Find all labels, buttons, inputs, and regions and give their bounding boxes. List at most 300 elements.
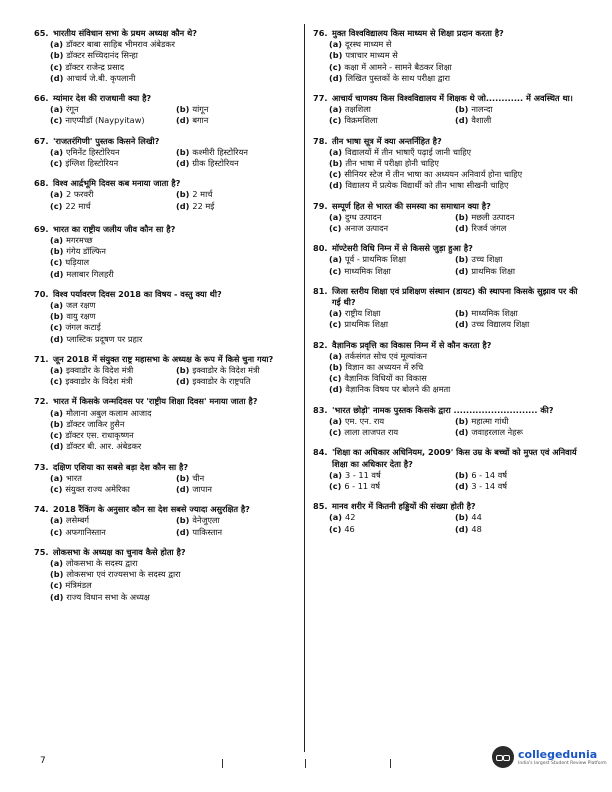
question-header [313,447,581,469]
option-text: चीन [192,472,205,483]
option-item [50,39,302,50]
option-label: (a) [329,350,343,361]
question-header [34,289,302,300]
option-text: नालन्दा [471,104,493,115]
option-label: (d) [50,72,64,83]
option-label: (b) [455,512,469,523]
option-text: नाएप्यीडॉ (Naypyitaw) [65,115,145,126]
option-text: 3 - 11 वर्ष [345,469,381,480]
question-block [313,201,581,235]
option-text: लाला लाजपत राय [344,427,399,438]
option-label: (b) [455,211,469,222]
question-text: 'शिक्षा का अधिकार अधिनियम, 2009' किस उम्र के बच्चों को मुफ्त एवं अनिवार्य शिक्षा का अधिकार देता है? [332,447,577,469]
option-label: (b) [176,189,190,200]
question-text: मुक्त विश्वविद्यालय किस माध्यम से शिक्षा प्रदान करता है? [332,28,504,38]
option-text: मौलाना अबुल कलाम आजाद [66,407,152,418]
option-item [455,308,581,319]
option-text: लोकसभा के सदस्य द्वारा [66,557,138,568]
option-label: (b) [50,50,64,61]
options-list [313,212,581,234]
option-label: (c) [329,169,342,180]
options-list [313,416,581,438]
page-footer [0,748,612,776]
option-item [50,257,302,268]
option-item [329,104,455,115]
option-text: रंगून [66,104,79,115]
option-label: (c) [50,257,63,268]
question-header [34,28,302,39]
option-text: मगरमच्छ [66,235,93,246]
option-label: (a) [50,146,64,157]
option-item [50,269,302,280]
option-label: (a) [50,515,64,526]
option-text: वेनेजुएला [192,515,220,526]
question-number: 85. [313,501,328,512]
option-label: (d) [455,427,469,438]
options-list [313,104,581,126]
option-item [329,524,455,535]
option-text: बगान [192,115,209,126]
option-label: (a) [329,254,343,265]
options-list [313,308,581,330]
question-number: 80. [313,243,328,254]
option-text: पत्राचार माध्यम से [345,50,398,61]
option-label: (d) [329,384,343,395]
option-text: आचार्य जे.बी. कृपलानी [66,72,136,83]
question-block [34,93,302,127]
graduate-glasses-icon [492,746,514,768]
option-text: संयुक्त राज्य अमेरिका [65,483,130,494]
option-item [50,300,302,311]
option-label: (a) [329,415,343,426]
option-item [455,319,581,330]
option-label: (c) [50,200,63,211]
option-text: रिजर्व जंगल [471,223,507,234]
option-text: 22 मार्च [65,200,91,211]
question-text: भारत में किसके जन्मदिवस पर 'राष्ट्रीय शिक्षा दिवस' मनाया जाता है? [53,396,258,407]
option-label: (a) [50,104,64,115]
option-label: (b) [455,104,469,115]
question-header [313,28,581,39]
option-label: (a) [329,469,343,480]
option-text: अनाज उत्पादन [344,223,389,234]
option-text: 2 मार्च [192,189,213,200]
option-text: महात्मा गांधी [471,415,509,426]
option-text: इक्वाडोर के विदेश मंत्री [65,376,133,387]
option-item [455,266,581,277]
option-item [329,223,455,234]
left-column [34,28,302,612]
option-item [50,441,302,452]
question-text: विश्व आर्द्रभूमि दिवस कब मनाया जाता है? [53,178,181,189]
option-text: 3 - 14 वर्ष [471,480,508,491]
option-label: (d) [50,333,64,344]
option-item [50,147,176,158]
option-item [455,427,581,438]
option-label: (b) [176,146,190,157]
option-label: (d) [176,376,190,387]
option-text: कक्षा में आमने - सामने बैठकर शिक्षा [344,61,452,72]
question-number: 65. [34,28,49,38]
question-text: म्यांमार देश की राजधानी क्या है? [53,93,152,104]
option-item [176,201,302,212]
question-block [313,501,581,535]
option-item [50,376,176,387]
options-list [34,147,302,169]
option-label: (b) [50,418,64,429]
option-label: (c) [50,483,63,494]
option-label: (c) [329,223,342,234]
option-item [50,73,302,84]
option-label: (d) [50,591,64,602]
option-label: (b) [176,515,190,526]
option-label: (d) [176,483,190,494]
question-header [313,201,581,212]
option-item [50,62,302,73]
option-item [329,384,581,395]
option-text: घड़ियाल [65,257,90,268]
question-text: विश्व पर्यावरण दिवस 2018 का विषय - वस्तु क्या थी? [53,288,222,299]
option-item [329,254,455,265]
option-label: (b) [329,362,343,373]
option-item [50,419,302,430]
option-text: अफगानिस्तान [65,526,106,537]
option-item [329,115,455,126]
options-list [313,39,581,84]
question-header [34,224,302,235]
option-item [455,254,581,265]
option-label: (c) [329,373,342,384]
option-item [329,50,581,61]
option-item [50,484,176,495]
option-label: (c) [329,480,342,491]
logo-tagline: India's largest Student Review Platform [518,761,607,766]
option-text: लोकसभा एवं राज्यसभा के सदस्य द्वारा [66,569,181,580]
option-item [50,50,302,61]
option-item [50,558,302,569]
option-label: (d) [50,441,64,452]
option-item [329,351,581,362]
option-label: (a) [50,407,64,418]
option-text: इक्वाडोर के राष्ट्रपति [192,376,251,387]
question-number: 74. [34,504,49,515]
question-number: 75. [34,546,49,557]
option-label: (d) [455,319,469,330]
option-label: (c) [329,265,342,276]
option-text: डॉक्टर जाकिर हुसैन [66,418,125,429]
option-item [176,473,302,484]
option-text: इक्वाडोर के विदेश मंत्री [66,365,134,376]
option-text: विद्यालय में प्रत्येक विद्यार्थी को तीन भाषा सीखनी चाहिए [345,180,509,191]
question-header [313,405,581,416]
options-list [313,470,581,492]
question-block [34,504,302,538]
question-block [313,243,581,277]
option-item [455,416,581,427]
option-item [329,180,581,191]
option-item [176,158,302,169]
question-text: 2018 रैंकिंग के अनुसार कौन सा देश सबसे ज्यादा असुरक्षित है? [53,504,250,515]
question-number: 71. [34,353,49,364]
option-item [329,362,581,373]
option-label: (a) [50,39,64,50]
question-number: 67. [34,135,49,146]
question-number: 83. [313,404,328,415]
footer-tick [222,759,223,768]
option-label: (b) [176,104,190,115]
question-header [34,396,302,407]
option-text: मलाबार गिलहरी [66,268,114,279]
option-text: तर्कसंगत सोच एवं मूल्यांकन [345,350,427,361]
option-text: एमिनेंट हिस्टोरियन [66,146,120,157]
question-number: 70. [34,288,49,299]
option-item [50,569,302,580]
question-text: जून 2018 में संयुक्त राष्ट्र महासभा के अध्यक्ष के रूप में किसे चुना गया? [53,353,274,364]
option-label: (a) [50,235,64,246]
option-item [455,481,581,492]
option-label: (d) [50,268,64,279]
question-block [34,178,302,212]
question-header [34,462,302,473]
option-text: तीन भाषा में परीक्षा होनी चाहिए [345,158,439,169]
option-text: मंत्रिमंडल [65,580,92,591]
option-label: (c) [50,430,63,441]
option-text: कश्मीरी हिस्टोरियन [192,146,248,157]
option-text: उच्च शिक्षा [471,254,503,265]
option-item [50,430,302,441]
option-item [50,592,302,603]
options-list [34,408,302,453]
question-block [313,405,581,439]
option-text: दुग्ध उत्पादन [345,211,382,222]
option-item [50,104,176,115]
option-label: (b) [455,254,469,265]
option-item [176,365,302,376]
option-label: (c) [329,115,342,126]
option-label: (c) [50,376,63,387]
option-label: (b) [455,308,469,319]
option-text: मछली उत्पादन [471,211,515,222]
option-label: (d) [176,200,190,211]
option-label: (c) [329,319,342,330]
option-label: (b) [329,50,343,61]
option-item [50,365,176,376]
question-number: 73. [34,461,49,472]
option-text: पूर्व - प्राथमिक शिक्षा [345,254,406,265]
question-number: 69. [34,223,49,234]
option-label: (a) [329,39,343,50]
option-text: डॉक्टर एस. राधाकृष्णन [65,430,134,441]
option-text: जवाहरलाल नेहरू [471,427,523,438]
question-text: 'भारत छोड़ो' नामक पुस्तक किसके द्वारा ........................... की? [332,404,554,415]
question-number: 78. [313,135,328,146]
option-item [455,212,581,223]
option-label: (d) [455,115,469,126]
option-label: (a) [50,472,64,483]
option-label: (b) [329,158,343,169]
question-number: 82. [313,339,328,350]
question-block [34,289,302,345]
option-item [50,408,302,419]
question-header [34,93,302,104]
option-text: 44 [471,512,482,523]
option-text: 6 - 11 वर्ष [344,480,381,491]
option-label: (d) [329,72,343,83]
option-text: विज्ञान का अध्ययन में रुचि [345,362,424,373]
option-label: (c) [50,115,63,126]
options-list [34,515,302,537]
question-number: 77. [313,93,328,104]
option-item [50,158,176,169]
option-text: वैशाली [471,115,492,126]
option-label: (b) [176,472,190,483]
option-item [50,334,302,345]
option-item [329,319,455,330]
option-text: पाकिस्तान [192,526,223,537]
option-text: माध्यमिक शिक्षा [344,265,391,276]
option-text: 42 [345,512,356,523]
question-header [34,504,302,515]
option-label: (a) [329,104,343,115]
question-header [34,136,302,147]
question-text: सम्पूर्ण हित से भारत की समस्या का समाधान क्या है? [332,200,491,211]
option-item [50,527,176,538]
options-list [34,365,302,387]
option-label: (d) [455,265,469,276]
option-text: 2 फरवरी [66,189,94,200]
option-text: जापान [192,483,212,494]
option-label: (c) [50,322,63,333]
option-label: (c) [50,580,63,591]
question-block [313,136,581,192]
option-item [329,73,581,84]
option-text: डॉक्टर सच्चिदानंद सिन्हा [66,50,138,61]
question-block [313,447,581,492]
question-block [313,286,581,331]
question-header [313,243,581,254]
option-text: उच्च विद्यालय शिक्षा [471,319,530,330]
option-text: 6 - 14 वर्ष [471,469,508,480]
collegedunia-logo [492,746,607,768]
options-list [313,254,581,276]
option-label: (a) [50,300,64,311]
option-item [50,189,176,200]
option-item [176,147,302,158]
option-text: 46 [344,523,355,534]
options-list [34,39,302,84]
question-block [34,547,302,603]
question-block [313,28,581,84]
question-block [313,340,581,396]
question-text: 'राजतरंगिणी' पुस्तक किसने लिखी? [53,135,160,146]
question-block [34,28,302,84]
question-number: 72. [34,396,49,407]
option-label: (d) [455,480,469,491]
options-list [34,189,302,211]
option-text: भारत [66,472,82,483]
option-text: तक्षशिला [345,104,371,115]
option-text: इक्वाडोर के विदेश मंत्री [192,365,260,376]
option-item [176,527,302,538]
option-text: दूरस्थ माध्यम से [345,39,392,50]
option-item [329,308,455,319]
option-item [50,246,302,257]
option-text: एम. एन. राय [345,415,385,426]
options-list [34,300,302,345]
options-list [34,104,302,126]
question-header [34,547,302,558]
option-item [50,311,302,322]
question-header [313,340,581,351]
option-label: (d) [455,523,469,534]
option-item [455,223,581,234]
option-text: राज्य विधान सभा के अध्यक्ष [66,591,150,602]
option-item [455,104,581,115]
option-text: यांगून [192,104,209,115]
option-text: 48 [471,523,482,534]
option-text: विक्रमशिला [344,115,378,126]
question-block [313,93,581,127]
option-item [329,470,455,481]
option-item [455,524,581,535]
question-number: 68. [34,178,49,189]
option-label: (c) [329,523,342,534]
option-label: (d) [455,223,469,234]
question-text: वैज्ञानिक प्रवृत्ति का विकास निम्न में से कौन करता है? [332,339,492,350]
option-label: (a) [50,557,64,568]
option-item [329,512,455,523]
footer-tick [390,759,391,768]
option-label: (b) [50,311,64,322]
option-text: जल रक्षण [66,300,96,311]
option-label: (b) [176,365,190,376]
question-header [313,136,581,147]
option-text: डॉक्टर राजेन्द्र प्रसाद [65,61,125,72]
option-item [329,39,581,50]
question-block [34,224,302,280]
option-label: (d) [176,526,190,537]
option-label: (c) [329,61,342,72]
question-block [34,462,302,496]
question-header [313,286,581,308]
options-list [313,147,581,192]
option-item [329,147,581,158]
option-item [455,115,581,126]
footer-tick [305,759,306,768]
question-number: 84. [313,447,328,458]
option-item [455,470,581,481]
option-text: प्राथमिक शिक्षा [471,265,515,276]
option-text: लिखित पुस्तकों के साथ परीक्षा द्वारा [345,72,451,83]
option-label: (c) [50,526,63,537]
option-item [455,512,581,523]
option-item [329,481,455,492]
option-text: डॉक्टर बी. आर. अंबेडकर [66,441,142,452]
option-text: सीनियर स्टेज में तीन भाषा का अध्ययन अनिवार्य होना चाहिए [344,169,523,180]
option-item [329,427,455,438]
option-label: (b) [455,415,469,426]
options-list [34,235,302,280]
question-number: 76. [313,28,328,38]
option-label: (a) [329,211,343,222]
option-item [176,484,302,495]
option-item [329,416,455,427]
question-text: जिला स्तरीय शिक्षा एवं प्रशिक्षण संस्थान (डायट) की स्थापना किसके सुझाव पर की गई थी? [332,285,578,308]
option-label: (a) [50,365,64,376]
option-item [329,266,455,277]
option-text: वैज्ञानिक विधियों का विकास [344,373,427,384]
option-item [329,212,455,223]
